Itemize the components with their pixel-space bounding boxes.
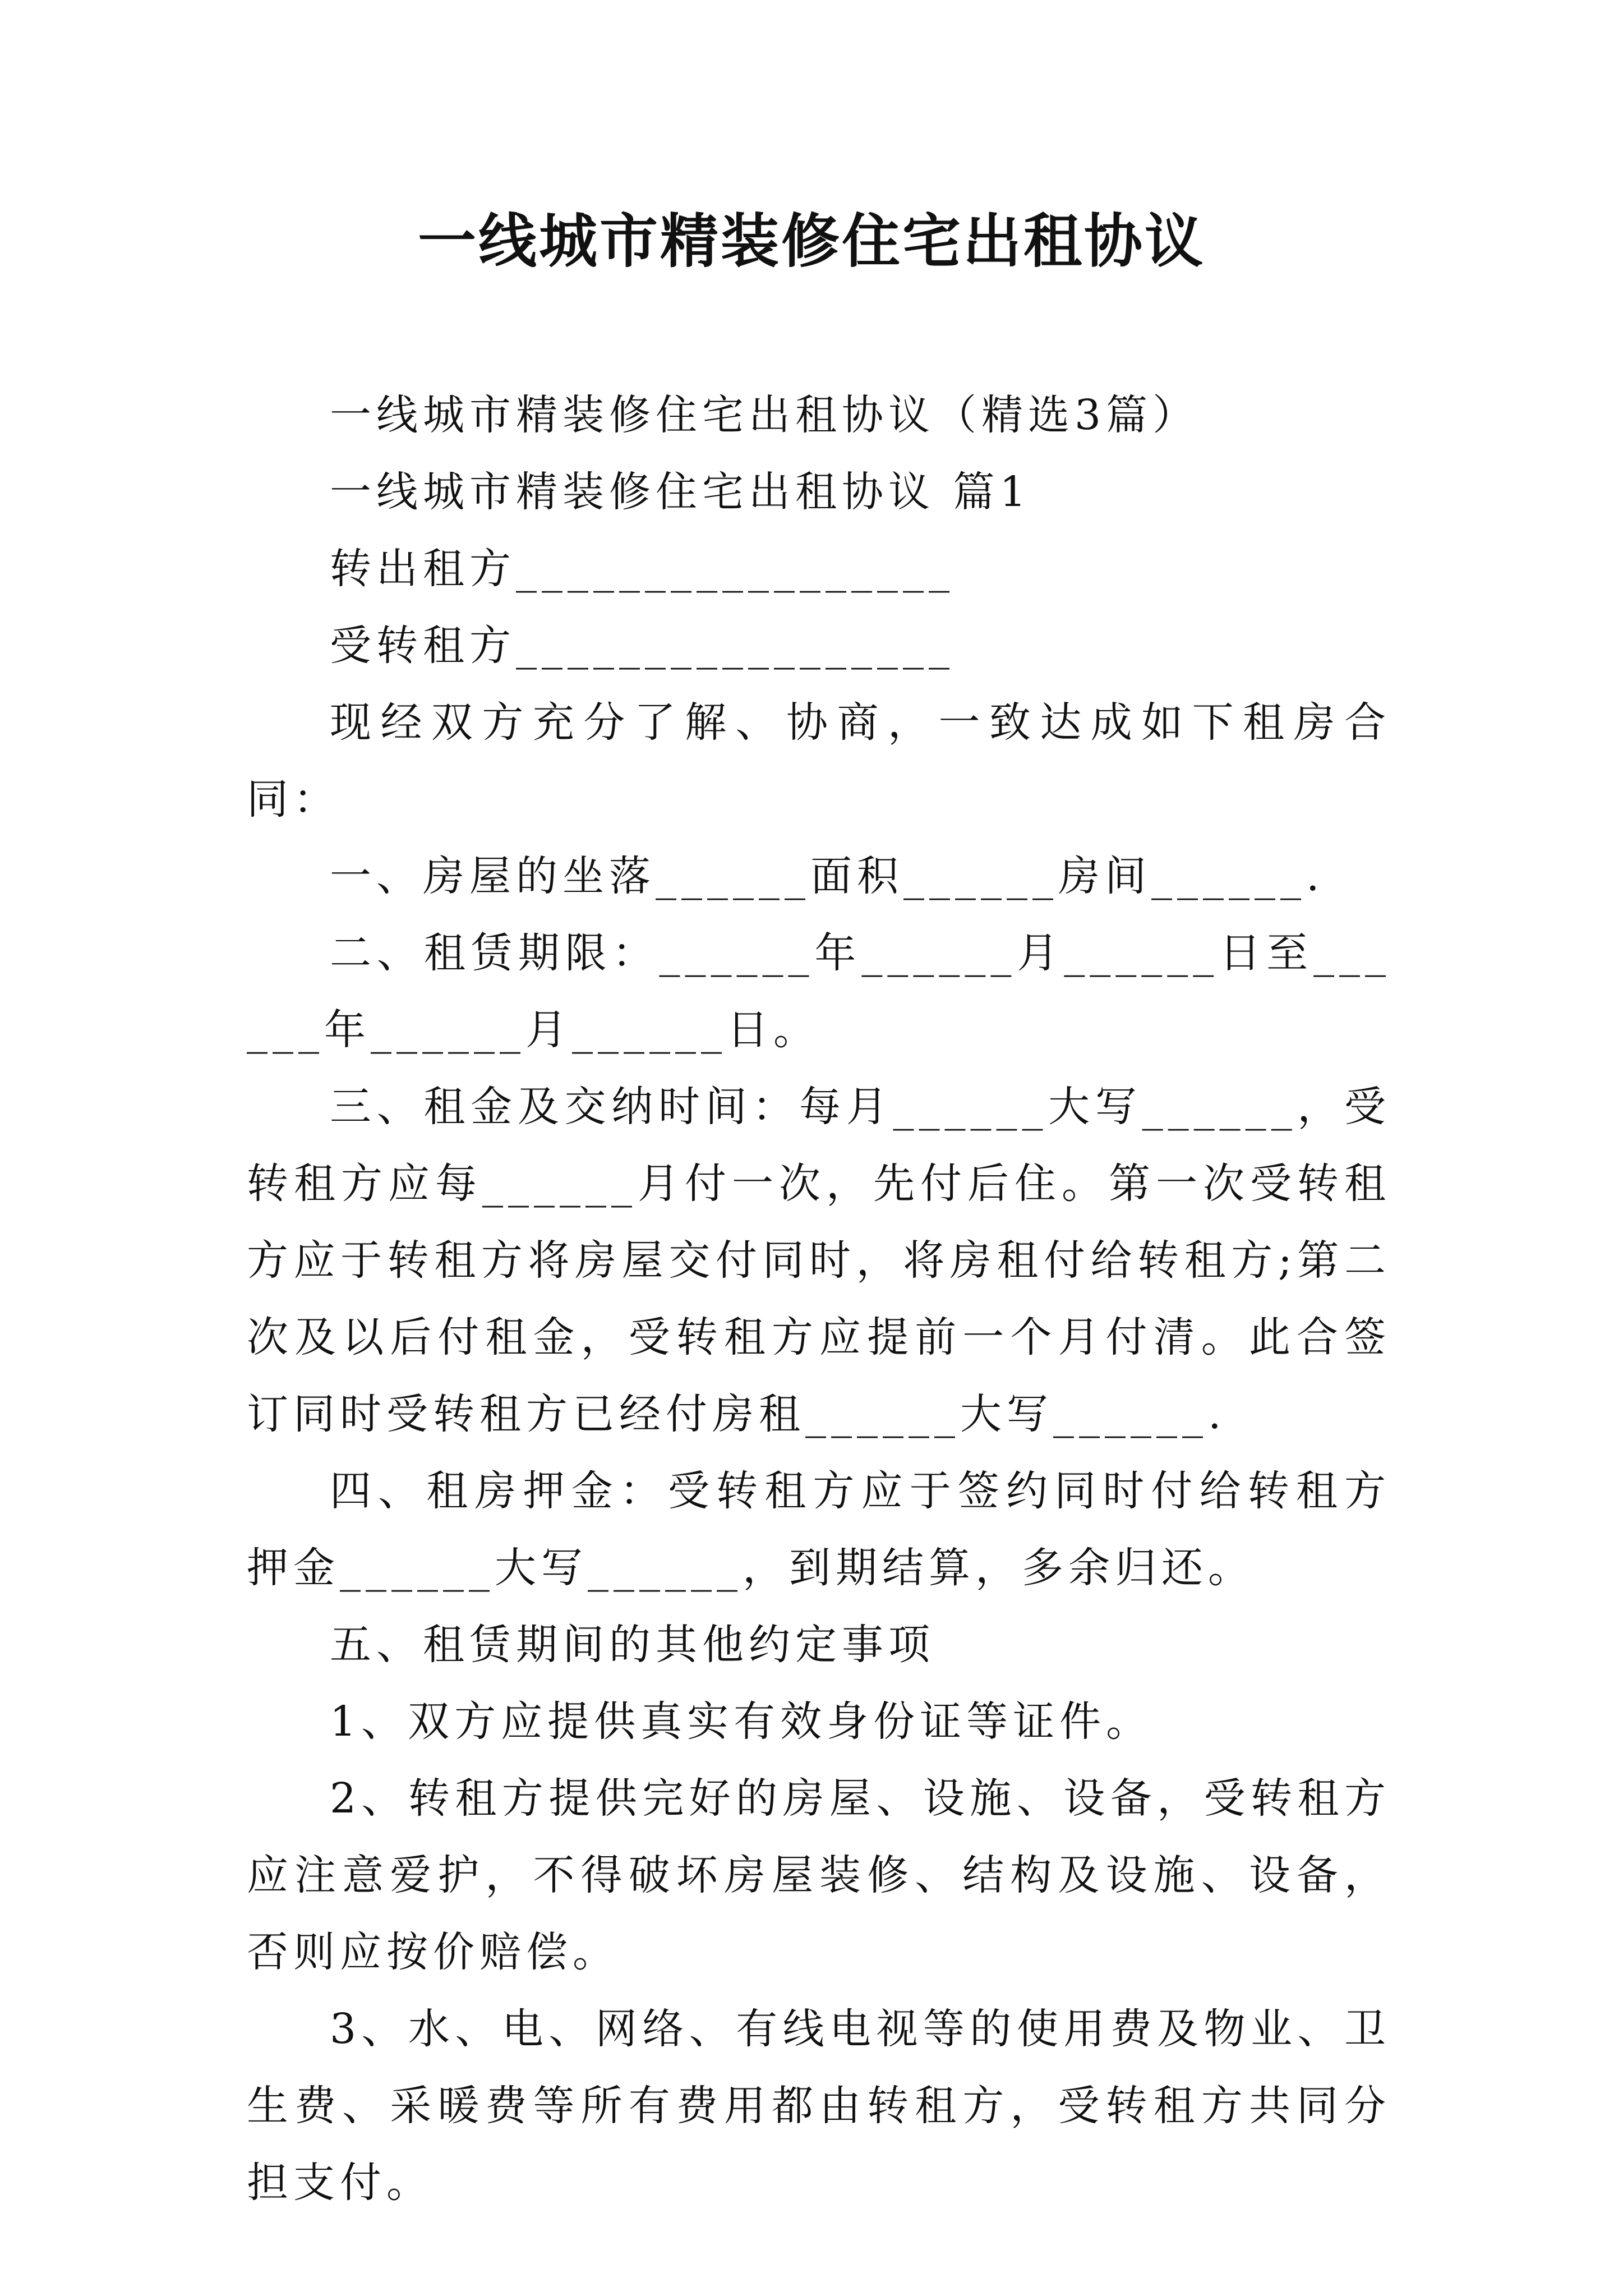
paragraph-item-2: 2、转租方提供完好的房屋、设施、设备，受转租方应注意爱护，不得破坏房屋装修、结构及设施、设备，否则应按价赔偿。	[247, 1774, 1391, 1976]
paragraph-item-3: 3、水、电、网络、有线电视等的使用费及物业、卫生费、采暖费等所有费用都由转租方，受转租方共同分担支付。	[247, 2005, 1391, 2207]
paragraph-clause-1: 一、房屋的坐落______面积______房间______.	[330, 852, 1325, 900]
paragraph-clause-3: 三、租金及交纳时间：每月______大写______，受转租方应每______月付一次，先付后住。第一次受转租方应于转租方将房屋交付同时，将房租付给转租方;第二次及以后付租金，受转租方应提前一个月付清。此合签订同时受转租方已经付房租______大写______.	[247, 1083, 1391, 1438]
paragraph-clause-2: 二、租赁期限：______年______月______日至______年______月______日。	[247, 929, 1391, 1054]
paragraph-section-heading: 一线城市精装修住宅出租协议 篇1	[330, 468, 1031, 516]
paragraph-preamble: 现经双方充分了解、协商，一致达成如下租房合同：	[247, 698, 1391, 823]
document-title: 一线城市精装修住宅出租协议	[417, 207, 1205, 275]
paragraph-clause-5: 五、租赁期间的其他约定事项	[330, 1621, 935, 1669]
paragraph-item-1: 1、双方应提供真实有效身份证等证件。	[330, 1697, 1153, 1746]
paragraph-clause-4: 四、租房押金：受转租方应于签约同时付给转租方押金______大写______，到期结算，多余归还。	[247, 1467, 1391, 1592]
paragraph-subtitle: 一线城市精装修住宅出租协议（精选3篇）	[330, 391, 1200, 439]
document-body	[247, 377, 1391, 2221]
paragraph-lessor: 转出租方_________________	[330, 545, 955, 593]
paragraph-lessee: 受转租方_________________	[330, 622, 955, 670]
